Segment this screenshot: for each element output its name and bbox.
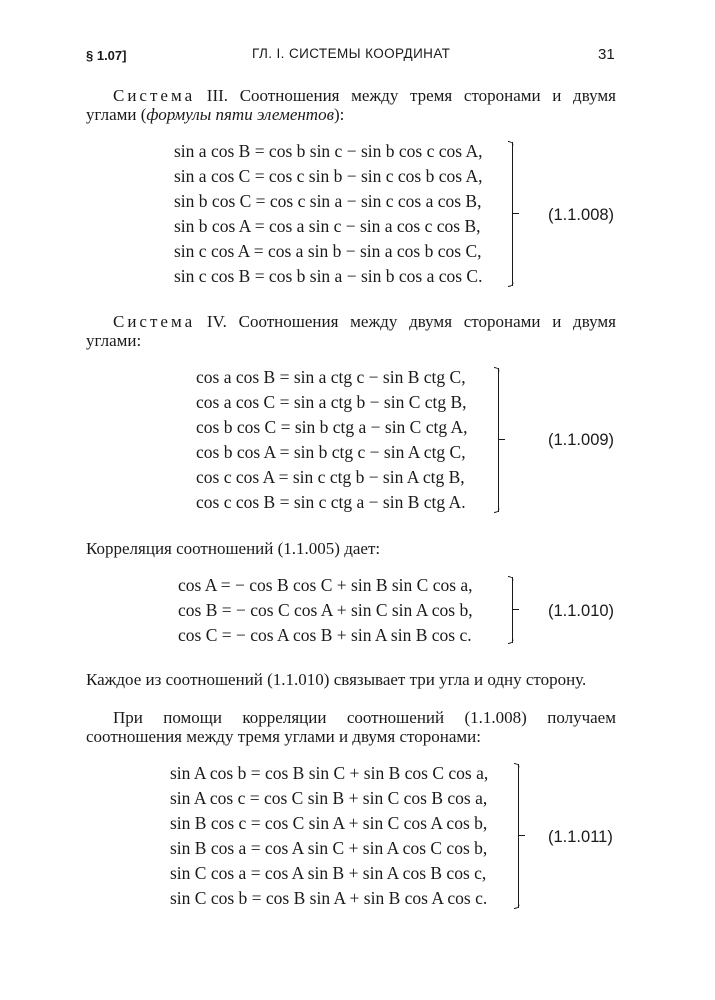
equation-line: cos a cos C = sin a ctg b − sin C ctg B, <box>196 392 467 412</box>
system3-heading <box>86 86 616 124</box>
system4-heading <box>86 312 616 350</box>
running-header: ГЛ. I. СИСТЕМЫ КООРДИНАТ <box>252 46 451 61</box>
equation-line: sin a cos B = cos b sin c − sin b cos c cos A, <box>174 141 483 161</box>
equation-line: sin B cos a = cos A sin C + sin A cos C cos b, <box>170 838 488 858</box>
equation-line: sin b cos C = cos c sin a − sin c cos a cos B, <box>174 191 482 211</box>
equation-number: (1.1.011) <box>548 828 613 846</box>
system3-italic: формулы пяти элементов <box>146 105 334 124</box>
equation-line: cos A = − cos B cos C + sin B sin C cos a, <box>178 575 473 595</box>
equation-line: cos b cos C = sin b ctg a − sin C ctg A, <box>196 417 468 437</box>
equation-line: cos B = − cos C cos A + sin C sin A cos b, <box>178 600 473 620</box>
equation-line: sin c cos B = cos b sin a − sin b cos a cos C. <box>174 266 483 286</box>
equation-line: sin a cos C = cos c sin b − sin c cos b cos A, <box>174 166 483 186</box>
equation-line: sin B cos c = cos C sin A + sin C cos A cos b, <box>170 813 488 833</box>
section-marker: § 1.07] <box>86 48 127 63</box>
equation-number: (1.1.008) <box>548 206 615 224</box>
equation-line: sin A cos b = cos B sin C + sin B cos C cos a, <box>170 763 489 783</box>
equation-line: sin C cos b = cos B sin A + sin B cos A cos c. <box>170 888 488 908</box>
system4-text: IV. Соотношения между двумя сторонами и двумя углами: <box>86 312 616 350</box>
equation-line: sin b cos A = cos a sin c − sin a cos c cos B, <box>174 216 481 236</box>
equation-number: (1.1.009) <box>548 431 615 449</box>
equation-line: cos c cos A = sin c ctg b − sin A ctg B, <box>196 467 465 487</box>
system4-label: Система <box>113 312 196 331</box>
equation-number: (1.1.010) <box>548 602 615 620</box>
equation-line: sin C cos a = cos A sin B + sin A cos B cos c, <box>170 863 487 883</box>
system3-label: Система <box>113 86 196 105</box>
paragraph-correlation-result: При помощи корреляции соотношений (1.1.008) получаем соотношения между тремя углами и двумя сторонами: <box>86 708 616 746</box>
equations-1-1-011 <box>170 761 488 911</box>
system3-tail: ): <box>333 105 345 124</box>
right-brace <box>490 368 499 512</box>
right-brace <box>504 577 513 643</box>
equation-line: sin c cos A = cos a sin b − sin a cos b cos C, <box>174 241 482 261</box>
equations-1-1-010 <box>178 573 473 648</box>
equation-line: sin A cos c = cos C sin B + sin C cos B cos a, <box>170 788 488 808</box>
system3-text: III. Соотношения между тремя сторонами и двумя углами ( <box>86 86 616 124</box>
correlation-paragraph: Корреляция соотношений (1.1.005) дает: <box>86 539 381 558</box>
page-number: 31 <box>598 46 615 63</box>
equation-line: cos c cos B = sin c ctg a − sin B ctg A. <box>196 492 466 512</box>
equations-1-1-008 <box>174 139 482 289</box>
equation-line: cos C = − cos A cos B + sin A sin B cos c. <box>178 625 472 645</box>
right-brace <box>504 142 513 286</box>
equations-1-1-009 <box>196 365 468 515</box>
equation-line: cos b cos A = sin b ctg c − sin A ctg C, <box>196 442 466 462</box>
right-brace <box>510 764 519 908</box>
equation-line: cos a cos B = sin a ctg c − sin B ctg C, <box>196 367 466 387</box>
paragraph-each-relation: Каждое из соотношений (1.1.010) связывает три угла и одну сторону. <box>86 670 587 689</box>
